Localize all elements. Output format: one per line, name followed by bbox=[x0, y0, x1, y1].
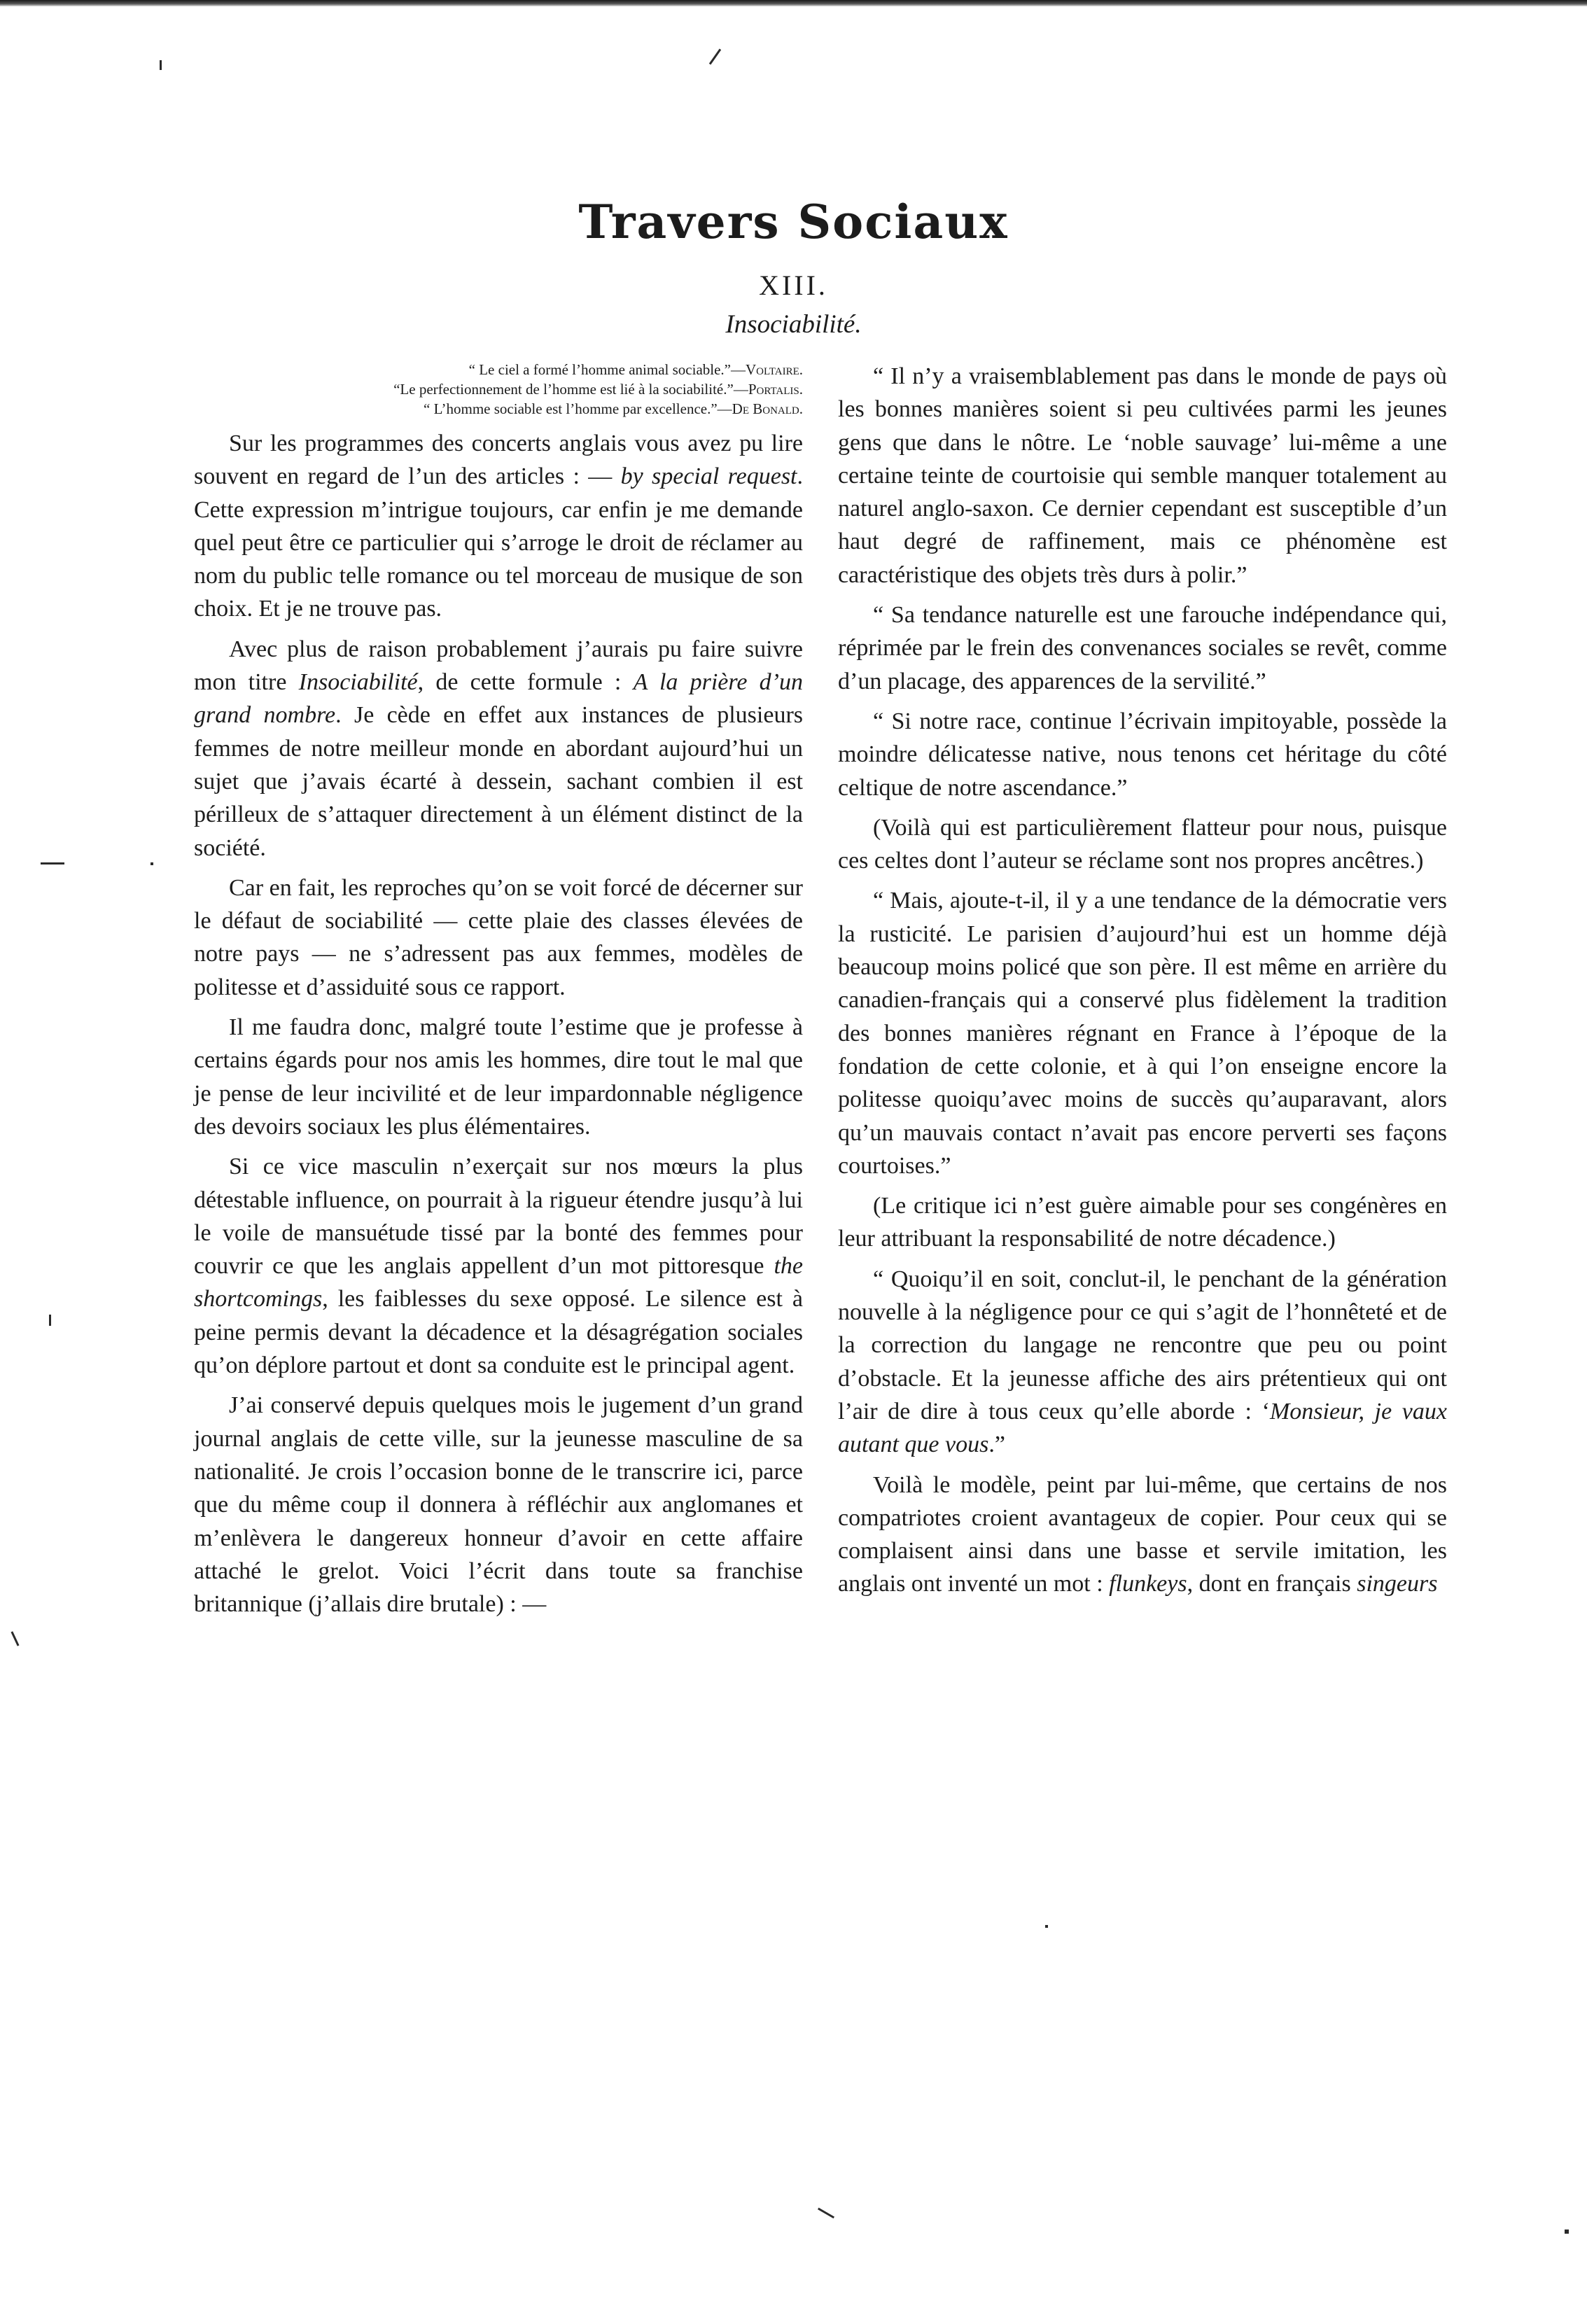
scan-mark bbox=[1565, 2230, 1569, 2234]
article-title: Travers Sociaux bbox=[578, 195, 1009, 249]
text-run: . Cette expression m’intrigue toujours, car enfin je me demande quel peut être ce particulier qui s’arroge le droit de réclamer au nom du public telle romance ou tel morceau de musique de son choix. Et je ne trouve pas. bbox=[194, 463, 803, 622]
paragraph: (Le critique ici n’est guère aimable pour ses congénères en leur attribuant la responsabilité de notre décadence.) bbox=[838, 1193, 1447, 1252]
italic-phrase: flunkeys bbox=[1109, 1571, 1187, 1597]
epigraph-author: Voltaire. bbox=[746, 361, 803, 378]
paragraph: “ Mais, ajoute-t-il, il y a une tendance de la démocratie vers la rusticité. Le parisien d’aujourd’hui est un homme déjà beaucoup moins policé que son père. Il est même en arrière du canadien-français qui a conservé plus fidèlement la tradition des bonnes manières régnant en France à l’époque de la fondation de cette colonie, et à qui l’on enseigne encore la politesse quoiqu’avec moins de succès qu’auparavant, alors qu’un mauvais contact n’avait pas encore perverti ses façons courtoises.” bbox=[838, 888, 1447, 1179]
italic-phrase: A la prière d’un grand nombre bbox=[194, 669, 803, 729]
paragraph: Il me faudra donc, malgré toute l’estime que je professe à certains égards pour nos amis les hommes, dire tout le mal que je pense de leur incivilité et de leur impardonnable négligence des devoirs sociaux les plus élémentaires. bbox=[194, 1014, 803, 1140]
issue-number: XIII. bbox=[759, 269, 828, 301]
text-run: . Je cède en effet aux instances de plusieurs femmes de notre meilleur monde en abordant aujourd’hui un sujet que j’avais écarté à dessein, sachant combien il est périlleux de s’attaquer directement à un élément distinct de la société. bbox=[194, 702, 803, 861]
text-run: “ Quoiqu’il en soit, conclut-il, le penchant de la génération nouvelle à la négligence pour ce qui s’agit de l’honnêteté et de la correction du langage ne rencontre que peu ou point d’obstacle. Et la jeunesse affiche des airs prétentieux qui ont l’air de dire à tous ceux qu’elle aborde : ‘ bbox=[838, 1266, 1447, 1424]
epigraph-quote: “Le perfectionnement de l’homme est lié à la sociabilité.”— bbox=[393, 381, 748, 398]
scan-mark bbox=[1045, 1925, 1048, 1928]
paragraph bbox=[838, 1469, 1447, 1601]
epigraph-author: De Bonald. bbox=[732, 400, 803, 417]
paragraph: (Voilà qui est particulièrement flatteur pour nous, puisque ces celtes dont l’auteur se réclame sont nos propres ancêtres.) bbox=[838, 814, 1447, 874]
paragraph bbox=[838, 1263, 1447, 1462]
paragraph bbox=[194, 1150, 803, 1382]
paragraph: J’ai conservé depuis quelques mois le jugement d’un grand journal anglais de cette ville, sur la jeunesse masculine de sa nationalité. Je crois l’occasion bonne de le transcrire ici, parce que du même coup il donnera à réfléchir aux anglomanes et m’enlèvera le dangereux honneur d’avoir en cette affaire attaché le grelot. Voici l’écrit dans toute sa franchise britannique (j’allais dire brutale) : — bbox=[194, 1392, 803, 1618]
scan-mark bbox=[151, 862, 153, 865]
scan-mark bbox=[709, 48, 721, 64]
italic-phrase: singeurs bbox=[1357, 1571, 1438, 1597]
epigraph bbox=[194, 360, 803, 379]
text-run: , dont en français bbox=[1187, 1571, 1357, 1597]
paragraph: Car en fait, les reproches qu’on se voit forcé de décerner sur le défaut de sociabilité — cette plaie des classes élevées de notre pays — ne s’adressent pas aux femmes, modèles de politesse et d’assiduité sous ce rapport. bbox=[194, 874, 803, 1000]
article-header bbox=[0, 196, 1587, 340]
scan-mark bbox=[41, 862, 64, 864]
text-run: , de cette formule : bbox=[417, 669, 634, 696]
text-run: Si ce vice masculin n’exerçait sur nos mœurs la plus détestable influence, on pourrait à la rigueur étendre jusqu’à lui le voile de mansuétude tissé par la bonté des femmes pour couvrir ce que les anglais appellent d’un mot pittoresque bbox=[194, 1154, 803, 1280]
epigraph-author: Portalis. bbox=[748, 381, 803, 398]
italic-phrase: by special request bbox=[620, 463, 797, 490]
epigraph-quote: “ Le ciel a formé l’homme animal sociable.”— bbox=[468, 361, 746, 378]
right-column bbox=[838, 360, 1447, 1608]
scan-mark bbox=[818, 2208, 834, 2219]
epigraphs bbox=[194, 360, 803, 419]
paragraph: “ Sa tendance naturelle est une farouche indépendance qui, réprimée par le frein des convenances sociales se revêt, comme d’un placage, des apparences de la servilité.” bbox=[838, 602, 1447, 694]
scan-mark bbox=[49, 1315, 51, 1326]
article-subtitle: Insociabilité. bbox=[725, 309, 862, 339]
text-run: Voilà le modèle, peint par lui-même, que certains de nos compatriotes croient avantageux de copier. Pour ceux qui se complaisent ainsi dans une basse et servile imitation, les anglais ont inventé un mot : bbox=[838, 1471, 1447, 1597]
paragraph bbox=[194, 427, 803, 626]
italic-phrase: the shortcomings bbox=[194, 1253, 803, 1312]
italic-phrase: Monsieur, je vaux autant que vous bbox=[838, 1398, 1447, 1458]
epigraph bbox=[194, 379, 803, 399]
scan-mark bbox=[160, 60, 162, 70]
text-run: , les faiblesses du sexe opposé. Le silence est à peine permis devant la décadence et la désagrégation sociales qu’on déplore partout et dont sa conduite est le principal agent. bbox=[194, 1286, 803, 1379]
paragraph: “ Il n’y a vraisemblablement pas dans le monde de pays où les bonnes manières soient si peu cultivées parmi les jeunes gens que dans le nôtre. Le ‘noble sauvage’ lui-même a une certaine teinte de courtoisie qui semble manquer totalement au naturel anglo-saxon. Ce dernier cependant est susceptible d’un haut degré de raffinement, mais ce phénomène est caractéristique des objets très durs à polir.” bbox=[838, 363, 1447, 588]
text-run: Avec plus de raison probablement j’aurais pu faire suivre mon titre bbox=[194, 636, 803, 696]
text-run: .” bbox=[988, 1432, 1005, 1458]
italic-phrase: Insociabilité bbox=[298, 669, 418, 696]
top-edge-rule bbox=[0, 0, 1587, 6]
text-run: Sur les programmes des concerts anglais vous avez pu lire souvent en regard de l’un des articles : — bbox=[194, 430, 803, 490]
scan-mark bbox=[11, 1631, 19, 1646]
paragraph bbox=[194, 633, 803, 864]
paragraph: “ Si notre race, continue l’écrivain impitoyable, possède la moindre délicatesse native, nous tenons cet héritage du côté celtique de notre ascendance.” bbox=[838, 708, 1447, 801]
epigraph-quote: “ L’homme sociable est l’homme par excellence.”— bbox=[424, 400, 732, 417]
left-column bbox=[194, 360, 803, 1628]
epigraph bbox=[194, 399, 803, 419]
